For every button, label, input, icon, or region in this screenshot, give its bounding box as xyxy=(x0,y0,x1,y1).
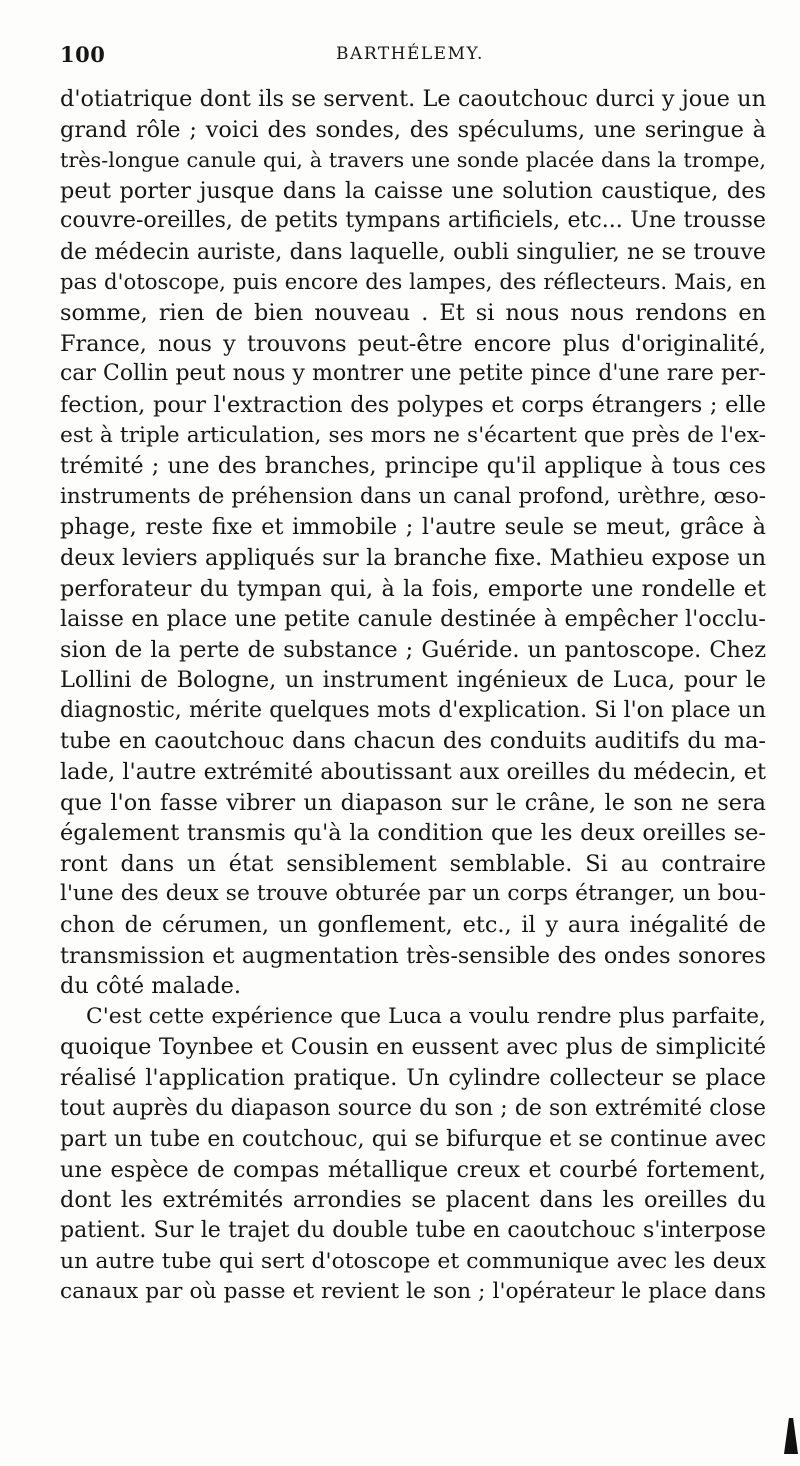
body-text xyxy=(60,84,766,1308)
text-line: France, nous y trouvons peut-être encore plus d'originalité, xyxy=(60,330,766,357)
text-line: pas d'otoscope, puis encore des lampes, des réflecteurs. Mais, en xyxy=(60,269,766,295)
text-line: lade, l'autre extrémité aboutissant aux oreilles du médecin, et xyxy=(60,759,766,786)
page-number: 100 xyxy=(60,42,106,67)
text-line: l'une des deux se trouve obturée par un corps étranger, un bou- xyxy=(60,881,766,907)
text-line: peut porter jusque dans la caisse une solution caustique, des xyxy=(60,177,766,204)
text-line: tube en caoutchouc dans chacun des conduits auditifs du ma- xyxy=(60,728,766,755)
text-line: de médecin auriste, dans laquelle, oubli singulier, ne se trouve xyxy=(60,238,766,265)
paragraph-end-line: du côté malade. xyxy=(60,973,242,1000)
text-line: sion de la perte de substance ; Guéride. un pantoscope. Chez xyxy=(60,636,766,663)
text-line: Lollini de Bologne, un instrument ingénieux de Luca, pour le xyxy=(60,667,766,694)
text-line: phage, reste fixe et immobile ; l'autre seule se meut, grâce à xyxy=(60,514,766,541)
text-line: un autre tube qui sert d'otoscope et communique avec les deux xyxy=(60,1248,766,1274)
text-line: somme, rien de bien nouveau . Et si nous nous rendons en xyxy=(60,300,766,327)
text-line: transmission et augmentation très-sensible des ondes sonores xyxy=(60,942,766,969)
text-line: car Collin peut nous y montrer une petite pince d'une rare per- xyxy=(60,361,766,387)
text-line: tout auprès du diapason source du son ; de son extrémité close xyxy=(60,1095,766,1121)
text-line: laisse en place une petite canule destinée à empêcher l'occlu- xyxy=(60,606,766,633)
text-line: deux leviers appliqués sur la branche fixe. Mathieu expose un xyxy=(60,544,766,571)
text-line: trémité ; une des branches, principe qu'il applique à tous ces xyxy=(60,453,766,480)
text-line: chon de cérumen, un gonflement, etc., il y aura inégalité de xyxy=(60,912,766,939)
text-line: perforateur du tympan qui, à la fois, emporte une rondelle et xyxy=(60,575,766,602)
paragraph-start-line: C'est cette expérience que Luca a voulu rendre plus parfaite, xyxy=(86,1003,766,1029)
text-line: grand rôle ; voici des sondes, des spéculums, une seringue à xyxy=(60,116,766,143)
text-line: d'otiatrique dont ils se servent. Le caoutchouc durci y joue un xyxy=(60,86,766,112)
text-line: une espèce de compas métallique creux et courbé fortement, xyxy=(60,1156,766,1183)
text-line: très-longue canule qui, à travers une sonde placée dans la trompe, xyxy=(60,148,766,173)
text-line: également transmis qu'à la condition que les deux oreilles se- xyxy=(60,820,766,847)
text-line: ront dans un état sensiblement semblable. Si au contraire xyxy=(60,850,766,877)
text-line: canaux par où passe et revient le son ; l'opérateur le place dans xyxy=(60,1279,766,1305)
text-line: dont les extrémités arrondies se placent dans les oreilles du xyxy=(60,1187,766,1214)
text-line: que l'on fasse vibrer un diapason sur le crâne, le son ne sera xyxy=(60,789,766,816)
text-line: est à triple articulation, ses mors ne s'écartent que près de l'ex- xyxy=(60,422,766,448)
running-head: BARTHÉLEMY. xyxy=(336,44,484,64)
text-line: couvre-oreilles, de petits tympans artificiels, etc... Une trousse xyxy=(60,208,766,234)
text-line: réalisé l'application pratique. Un cylindre collecteur se place xyxy=(60,1065,766,1091)
text-line: patient. Sur le trajet du double tube en caoutchouc s'interpose xyxy=(60,1217,766,1243)
text-line: diagnostic, mérite quelques mots d'explication. Si l'on place un xyxy=(60,697,766,723)
text-line: fection, pour l'extraction des polypes et corps étrangers ; elle xyxy=(60,391,766,418)
text-line: instruments de préhension dans un canal profond, urèthre, œso- xyxy=(60,483,766,509)
page-header xyxy=(60,42,760,74)
page-corner-mark xyxy=(784,1418,798,1454)
text-line: part un tube en coutchouc, qui se bifurque et se continue avec xyxy=(60,1126,766,1153)
text-line: quoique Toynbee et Cousin en eussent avec plus de simplicité xyxy=(60,1034,766,1061)
